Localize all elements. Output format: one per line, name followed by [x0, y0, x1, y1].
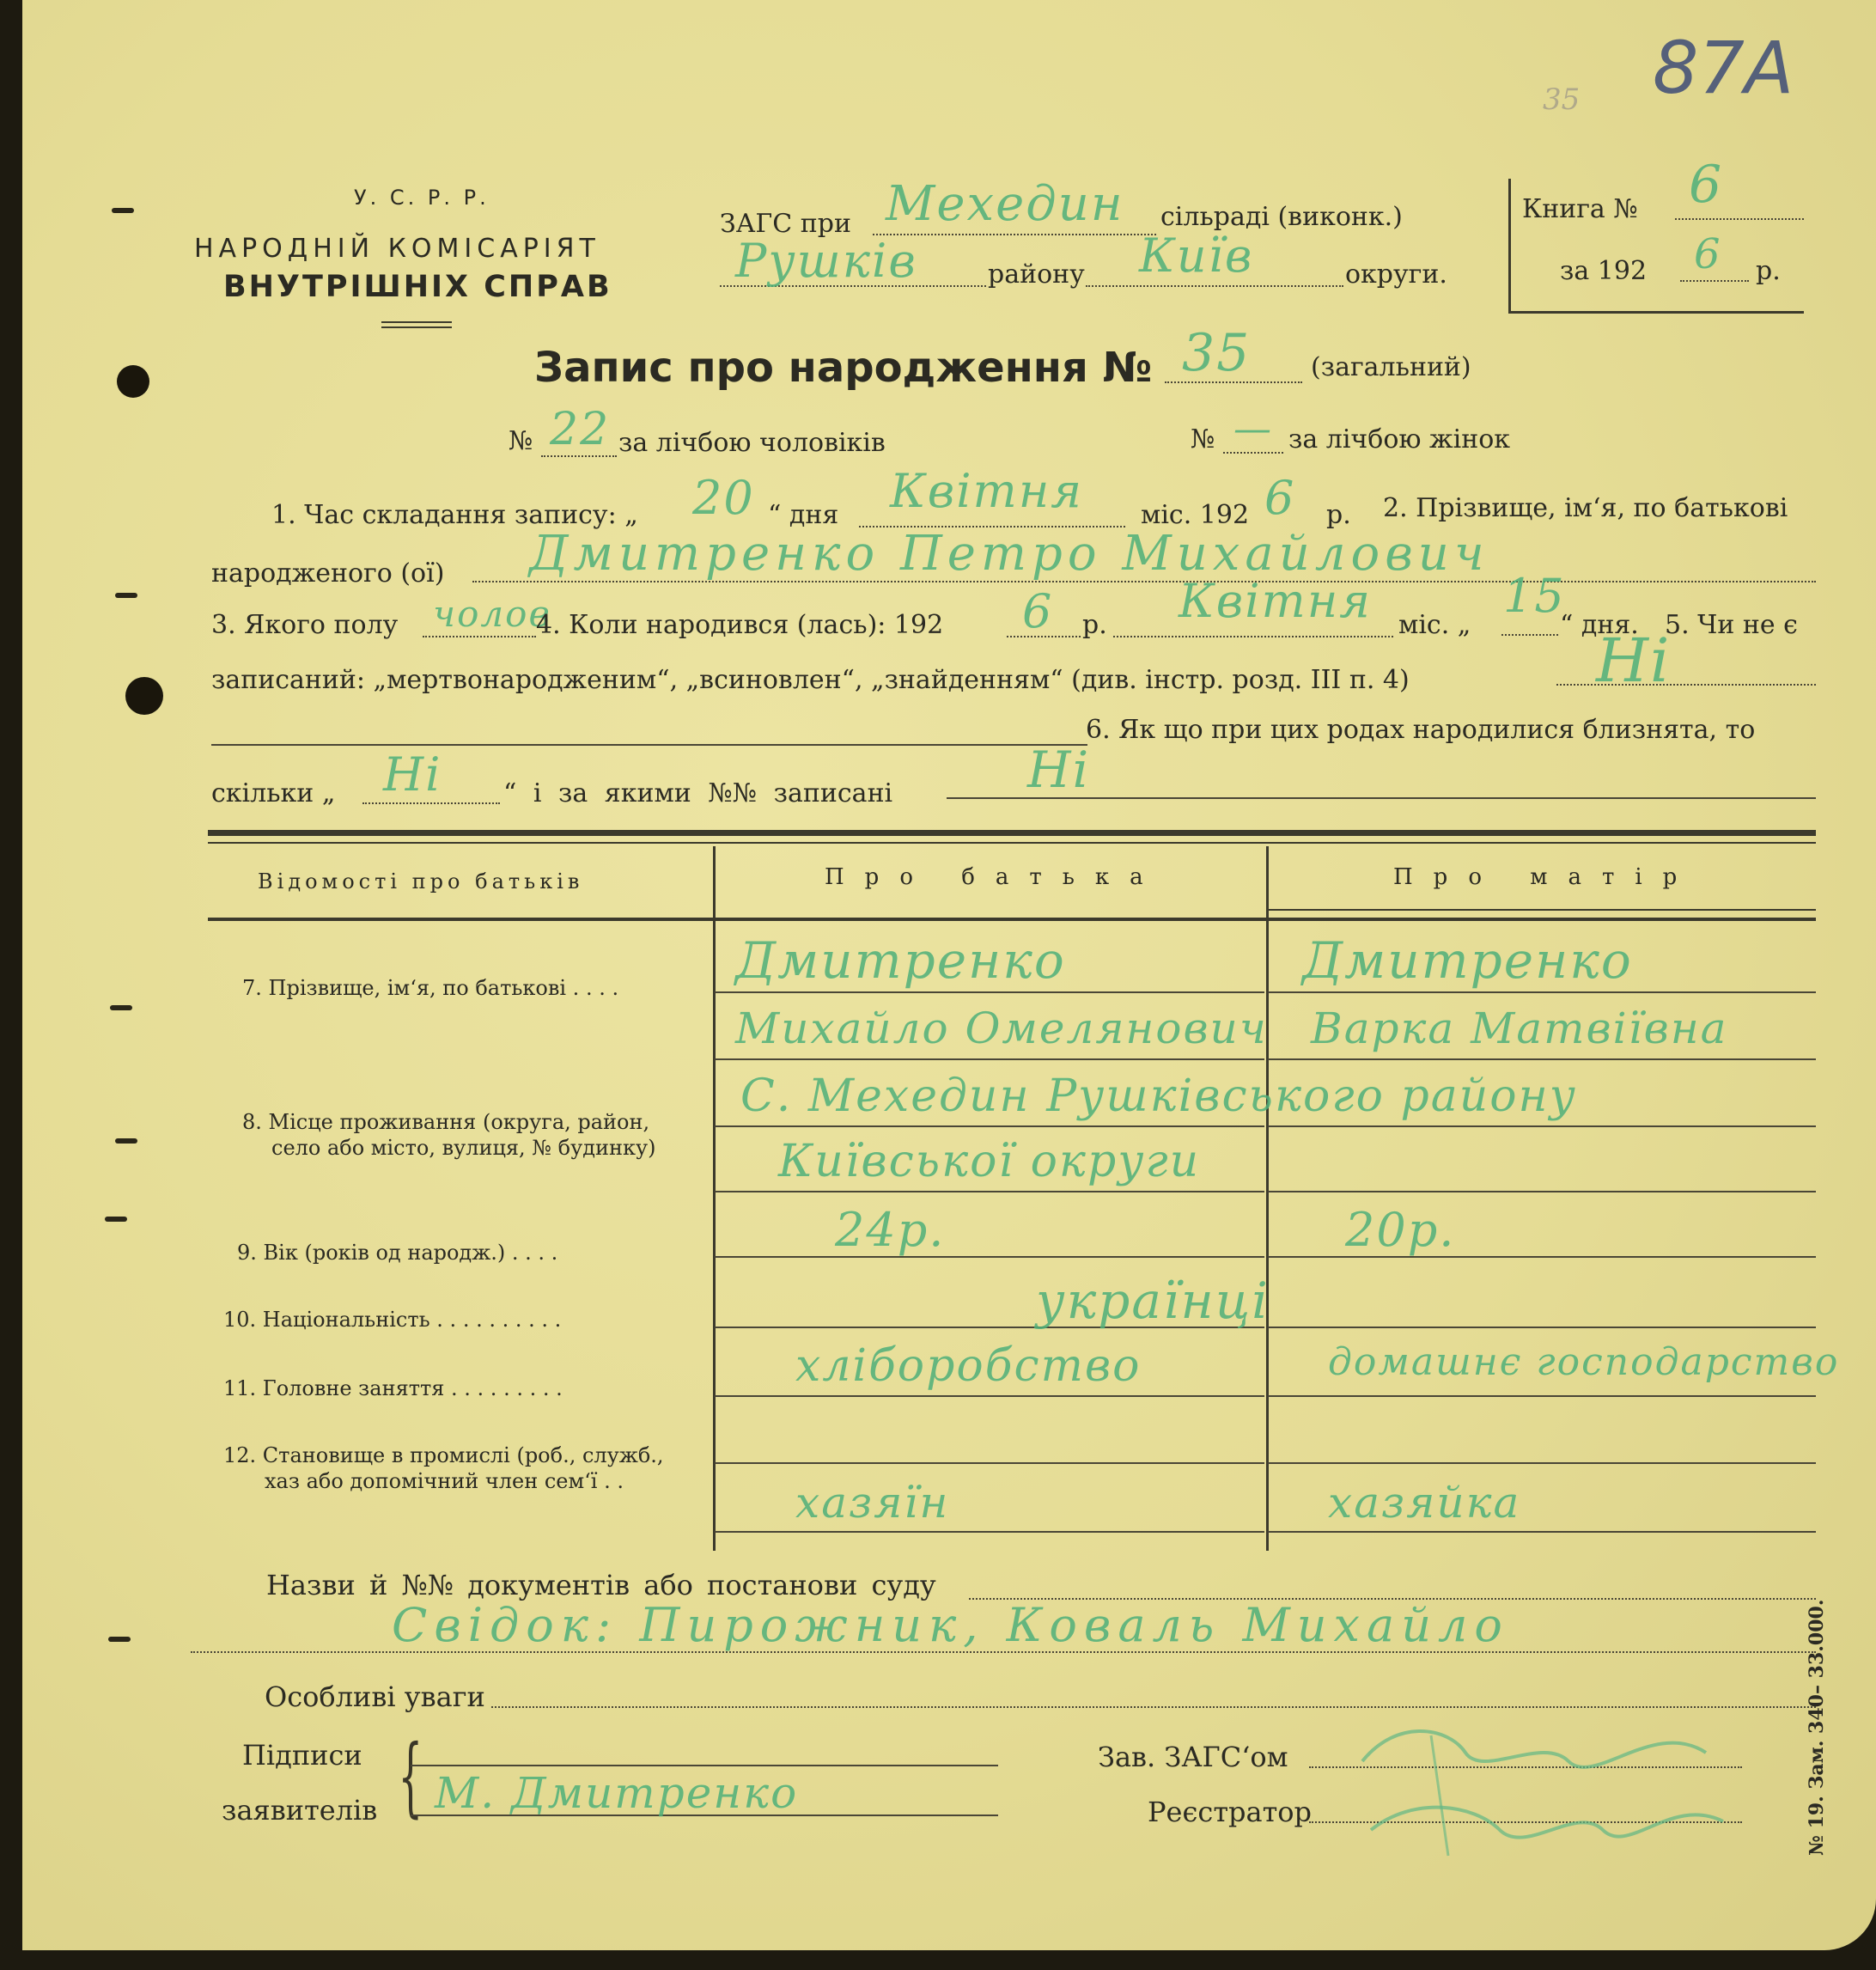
binding-mark	[115, 593, 137, 598]
okrug-field-line	[1086, 285, 1343, 287]
binding-mark	[105, 1217, 127, 1222]
q4-day-line	[1501, 634, 1558, 636]
row-label-surname: 7. Прізвище, ім‘я, по батькові . . . .	[242, 976, 619, 1000]
book-box-bottom	[1508, 311, 1804, 314]
row-label-residence-1: 8. Місце проживання (округа, район,	[242, 1110, 650, 1134]
table-header-rule	[1266, 909, 1816, 911]
father-status: хазяїн	[795, 1478, 950, 1528]
mother-row-line	[1268, 1327, 1816, 1328]
men-count-label: за лічбою чоловіків	[618, 428, 886, 458]
women-count-prefix: №	[1191, 424, 1215, 454]
binding-mark	[110, 1005, 132, 1010]
header-divider	[381, 321, 452, 323]
q5-value: Ні	[1596, 625, 1672, 696]
q2-label: 2. Прізвище, ім‘я, по батькові	[1383, 493, 1788, 523]
born-value: Дмитренко Петро Михайлович	[529, 526, 1489, 582]
q1-label: 1. Час складання запису: „	[271, 500, 638, 530]
book-year-prefix: за 192	[1560, 256, 1648, 286]
mother-name: Варка Матвіївна	[1311, 1003, 1728, 1053]
archive-old-number: 35	[1543, 82, 1581, 117]
table-column-divider	[1266, 846, 1269, 1551]
nationality-value: українці	[1036, 1272, 1270, 1330]
q6-line2-b: “ і за якими №№ записані	[503, 778, 893, 808]
okrug-value: Київ	[1139, 229, 1254, 283]
father-name: Михайло Омелянович	[735, 1003, 1268, 1053]
father-row-line	[715, 1058, 1264, 1060]
punch-hole	[117, 365, 149, 398]
women-count-label: за лічбою жінок	[1288, 424, 1511, 454]
q1-month: Квітня	[890, 464, 1084, 518]
table-header-mother: Про матір	[1393, 864, 1698, 890]
mother-surname: Дмитренко	[1302, 931, 1633, 990]
father-row-line	[715, 1191, 1264, 1192]
district-label: району	[988, 259, 1085, 290]
father-row-line	[715, 1125, 1264, 1127]
father-row-line	[715, 1395, 1264, 1397]
q5-continuation-line	[211, 744, 1087, 746]
mother-row-line	[1268, 1191, 1816, 1192]
men-count-value: 22	[550, 404, 611, 455]
father-row-line	[715, 1256, 1264, 1258]
record-title: Запис про народження №	[534, 344, 1153, 392]
header-divider	[381, 326, 452, 328]
father-occupation: хліборобство	[795, 1340, 1142, 1392]
mother-status: хазяйка	[1328, 1478, 1521, 1528]
district-value: Рушків	[735, 234, 917, 288]
q1-day: 20	[692, 471, 755, 525]
q4-r: р.	[1082, 610, 1107, 640]
head-signature	[1345, 1701, 1749, 1864]
zags-prefix: ЗАГС при	[720, 209, 851, 239]
q4-day-label: “ дня.	[1560, 610, 1639, 640]
head-label: Зав. ЗАГС‘ом	[1098, 1741, 1288, 1773]
q4-month: Квітня	[1179, 574, 1373, 628]
q6-label: 6. Як що при цих родах народилися близнята, то	[1086, 715, 1756, 745]
commissariat-line2: ВНУТРІШНІХ СПРАВ	[223, 270, 612, 304]
row-label-status-2: хаз або допомічний член сем‘ї . .	[265, 1469, 624, 1493]
table-header-rule	[208, 918, 1816, 921]
book-year-value: 6	[1694, 230, 1722, 278]
men-count-prefix: №	[509, 426, 533, 456]
book-year-suffix: р.	[1756, 256, 1781, 286]
mother-age: 20р.	[1345, 1203, 1456, 1257]
mother-occupation: домашнє господарство	[1328, 1340, 1840, 1384]
signatures-label-2: заявителів	[222, 1794, 378, 1827]
father-row-line	[715, 1462, 1264, 1464]
commissariat-line1: НАРОДНІЙ КОМІСАРІЯТ	[194, 234, 600, 264]
women-count-line	[1223, 452, 1283, 454]
father-row-line	[715, 1531, 1264, 1533]
q3-value: чолов	[433, 593, 551, 635]
row-label-status-1: 12. Становище в промислі (роб., служб.,	[223, 1443, 664, 1467]
binding-mark	[108, 1637, 131, 1642]
row-label-residence-2: село або місто, вулиця, № будинку)	[271, 1136, 656, 1160]
book-value: 6	[1689, 155, 1724, 215]
father-age: 24р.	[835, 1203, 946, 1257]
q6-count: Ні	[383, 747, 442, 802]
q4-label: 4. Коли народився (лась): 192	[536, 610, 944, 640]
notes-label: Особливі уваги	[265, 1680, 485, 1713]
q5-label: 5. Чи не є	[1665, 610, 1798, 640]
mother-row-line	[1268, 1058, 1816, 1060]
women-count-value: —	[1233, 407, 1273, 451]
record-title-suffix: (загальний)	[1311, 352, 1471, 382]
zags-suffix: сільраді (виконк.)	[1160, 202, 1403, 232]
book-year-line	[1680, 280, 1749, 282]
q6-count-line	[362, 802, 500, 804]
punch-hole	[125, 677, 163, 715]
registrar-label: Реєстратор	[1148, 1796, 1313, 1828]
mother-row-line	[1268, 1531, 1816, 1533]
q4-year: 6	[1022, 584, 1054, 638]
row-label-age: 9. Вік (років од народж.) . . . .	[237, 1241, 558, 1265]
q4-day: 15	[1503, 569, 1566, 623]
residence-line1: С. Мехедин Рушківського району	[740, 1070, 1577, 1122]
residence-line2: Київської округи	[778, 1136, 1201, 1187]
mother-row-line	[1268, 1395, 1816, 1397]
q5-line2: записаний: „мертвонародженим“, „всиновлен“, „знайденням“ (див. інстр. розд. III п. 4)	[211, 665, 1410, 695]
q1-day-label: “ дня	[768, 500, 839, 530]
table-header-info: Відомості про батьків	[258, 869, 584, 894]
q1-r: р.	[1326, 500, 1351, 530]
book-box-left	[1508, 179, 1511, 313]
binding-mark	[115, 1138, 137, 1144]
applicant-signature-line-1	[411, 1765, 998, 1766]
village-value: Мехедин	[886, 176, 1124, 232]
print-mark: № 19. Зам. 340– 33.000.	[1806, 1599, 1828, 1856]
father-surname: Дмитренко	[735, 931, 1066, 990]
q1-year-label: міс. 192	[1141, 500, 1250, 530]
book-label: Книга №	[1522, 194, 1638, 224]
book-field-line	[1675, 218, 1804, 220]
signatures-label-1: Підписи	[242, 1739, 362, 1772]
documents-label: Назви й №№ документів або постанови суду	[266, 1569, 936, 1601]
mother-row-line	[1268, 991, 1816, 993]
q3-label: 3. Якого полу	[211, 610, 399, 640]
document-page	[22, 0, 1876, 1950]
record-number: 35	[1182, 323, 1252, 383]
archive-number: 87А	[1653, 26, 1794, 110]
okrug-label: округи.	[1345, 259, 1447, 290]
row-label-nationality: 10. Національність . . . . . . . . . .	[223, 1308, 562, 1332]
table-header-father: Про батька	[825, 864, 1164, 890]
documents-value: Свідок: Пирожник, Коваль Михайло	[392, 1598, 1509, 1652]
applicant-signature: М. Дмитренко	[435, 1768, 799, 1818]
q6-records: Ні	[1027, 741, 1091, 799]
q1-year: 6	[1264, 471, 1296, 525]
section-rule	[208, 842, 1816, 844]
signatures-brace: {	[398, 1726, 423, 1827]
mother-row-line	[1268, 1462, 1816, 1464]
mother-row-line	[1268, 1125, 1816, 1127]
born-label: народженого (ої)	[211, 558, 445, 589]
ussr-label: У. С. Р. Р.	[354, 186, 490, 210]
row-label-occupation: 11. Головне заняття . . . . . . . . .	[223, 1376, 563, 1400]
men-count-line	[541, 455, 617, 457]
table-column-divider	[713, 846, 716, 1551]
section-rule	[208, 830, 1816, 836]
q4-mis: міс. „	[1398, 610, 1471, 640]
father-row-line	[715, 991, 1264, 993]
q3-line	[423, 636, 536, 637]
q4-month-line	[1113, 636, 1393, 637]
binding-mark	[112, 208, 134, 213]
q6-line2-a: скільки „	[211, 778, 336, 808]
